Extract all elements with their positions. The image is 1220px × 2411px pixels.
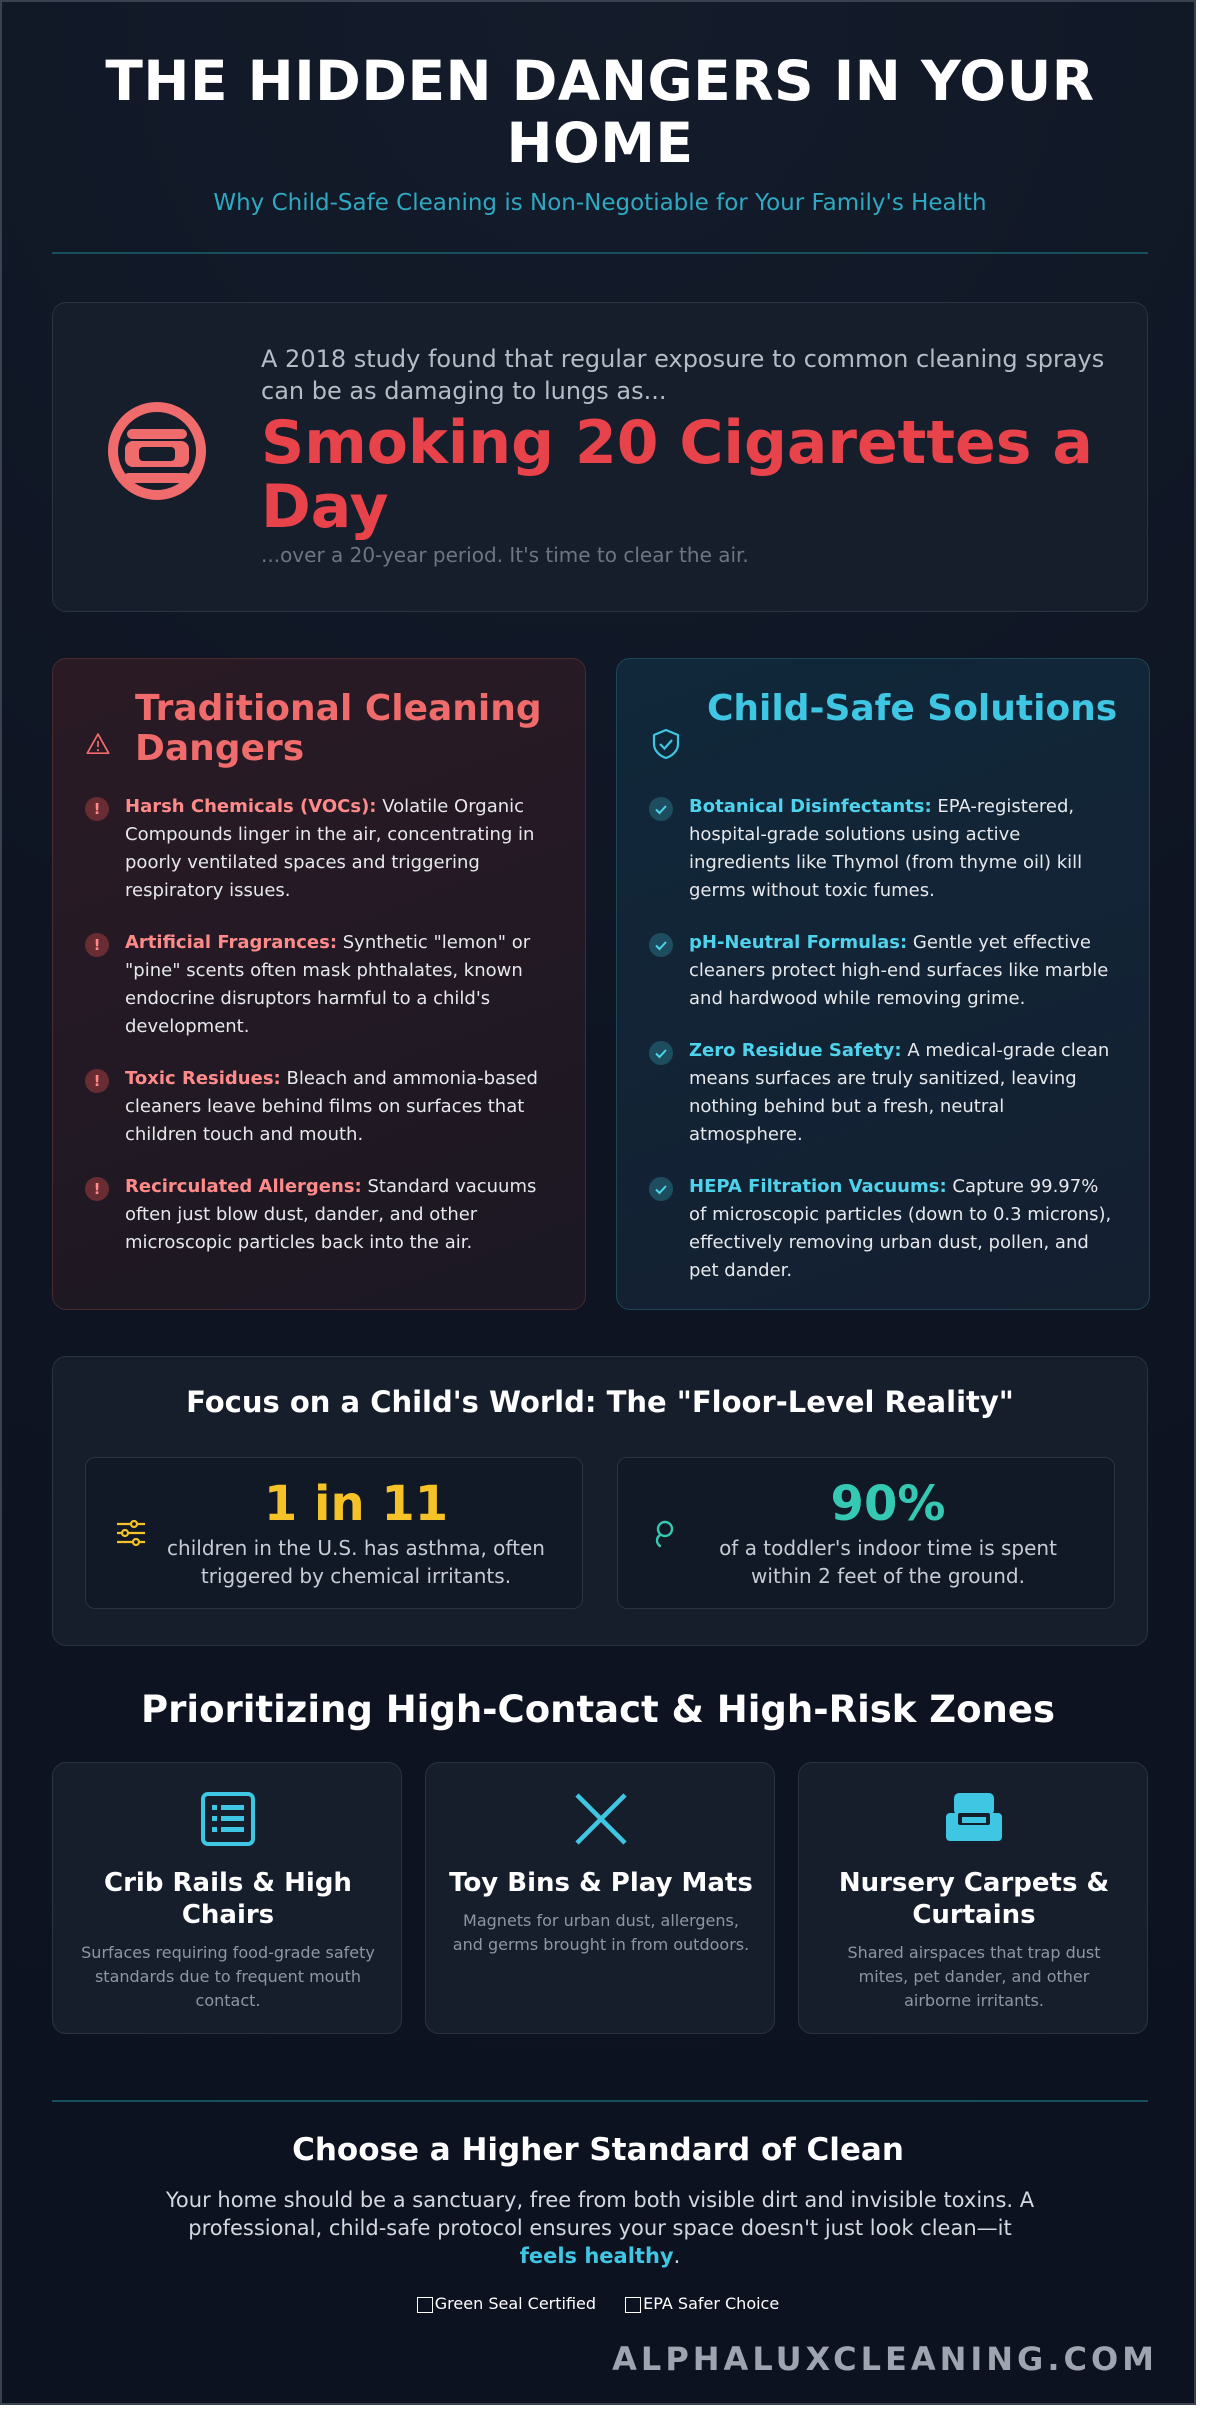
alert-icon: ! (85, 1177, 109, 1201)
shield-check-icon (649, 727, 683, 761)
page-subtitle: Why Child-Safe Cleaning is Non-Negotiable for Your Family's Health (213, 190, 987, 216)
solutions-panel (616, 658, 1150, 1310)
badge-label: Green Seal Certified (434, 2294, 597, 2313)
item-title: pH-Neutral Formulas: (689, 932, 908, 953)
item-text: Volatile Organic Compounds linger in the air, concentrating in poorly ventilated spaces and triggering respiratory issues. (125, 796, 535, 901)
check-icon (649, 933, 673, 957)
focus-stat-asthma (85, 1457, 583, 1609)
zone-card-toys (425, 1762, 775, 2034)
solutions-title: Child-Safe Solutions (707, 688, 1118, 729)
item-text: A medical-grade clean means surfaces are truly sanitized, leaving nothing behind but a fresh, neutral atmosphere. (689, 1040, 1110, 1145)
cta-text-end: . (673, 2244, 681, 2268)
page-title: THE HIDDEN DANGERS IN YOUR HOME (105, 49, 1095, 175)
alert-icon: ! (85, 1069, 109, 1093)
item-title: Botanical Disinfectants: (689, 796, 932, 817)
stat-value: 1 in 11 (263, 1476, 449, 1532)
baby-icon (646, 1516, 680, 1550)
item-text: Gentle yet effective cleaners protect high-end surfaces like marble and hardwood while removing grime. (689, 932, 1109, 1009)
zone-title: Toy Bins & Play Mats (449, 1868, 753, 1898)
hero-footnote: ...over a 20-year period. It's time to clear the air. (261, 543, 749, 567)
solutions-list (649, 793, 1119, 1309)
zone-card-nursery (798, 1762, 1148, 2034)
focus-panel (52, 1356, 1148, 1646)
sliders-icon (114, 1516, 148, 1550)
item-text: EPA-registered, hospital-grade solutions using active ingredients like Thymol (from thyme oil) kill germs without toxic fumes. (689, 796, 1083, 901)
stat-description: of a toddler's indoor time is spent within 2 feet of the ground. (719, 1536, 1057, 1588)
focus-title: Focus on a Child's World: The "Floor-Level Reality" (186, 1385, 1014, 1419)
item-text: Capture 99.97% of microscopic particles (down to 0.3 microns), effectively removing urban dust, pollen, and pet dander. (689, 1176, 1112, 1281)
zone-card-crib (52, 1762, 402, 2034)
dangers-panel (52, 658, 586, 1310)
item-text: Bleach and ammonia-based cleaners leave behind films on surfaces that children touch and mouth. (125, 1068, 538, 1145)
badge-label: EPA Safer Choice (643, 2294, 780, 2313)
zone-text: Magnets for urban dust, allergens, and germs brought in from outdoors. (452, 1911, 750, 1954)
zone-text: Shared airspaces that trap dust mites, pet dander, and other airborne irritants. (847, 1943, 1101, 2010)
certification-badges (2, 2294, 1194, 2316)
focus-stat-floor (617, 1457, 1115, 1609)
cta-text: Your home should be a sanctuary, free from both visible dirt and invisible toxins. A professional, child-safe protocol ensures your space doesn't just look clean—it (165, 2188, 1035, 2240)
list-item (649, 1037, 1119, 1149)
list-item (649, 929, 1119, 1013)
cta-title: Choose a Higher Standard of Clean (292, 2132, 904, 2168)
item-title: Recirculated Allergens: (125, 1176, 362, 1197)
list-item (649, 1173, 1119, 1285)
stat-description: children in the U.S. has asthma, often triggered by chemical irritants. (167, 1536, 545, 1588)
item-title: HEPA Filtration Vacuums: (689, 1176, 947, 1197)
check-icon (649, 797, 673, 821)
item-text: Standard vacuums often just blow dust, dander, and other microscopic particles back into the air. (125, 1176, 537, 1253)
zone-title: Nursery Carpets & Curtains (838, 1868, 1110, 1930)
list-item (649, 793, 1119, 905)
zone-title: Crib Rails & High Chairs (104, 1868, 352, 1930)
sofa-icon (944, 1789, 1004, 1849)
check-icon (649, 1177, 673, 1201)
item-title: Harsh Chemicals (VOCs): (125, 796, 377, 817)
alert-icon: ! (85, 933, 109, 957)
cta-highlight: feels healthy (519, 2244, 674, 2268)
divider (52, 2100, 1148, 2102)
dangers-list (85, 793, 555, 1281)
check-icon (649, 1041, 673, 1065)
hero-headline: Smoking 20 Cigarettes a Day (261, 408, 1093, 542)
item-title: Artificial Fragrances: (125, 932, 338, 953)
brand-wordmark: ALPHALUXCLEANING.COM (612, 2340, 1158, 2378)
alert-icon: ! (85, 797, 109, 821)
list-item (85, 1065, 555, 1149)
cross-icon (571, 1789, 631, 1849)
cta-body (162, 2186, 1038, 2270)
lungs-icon (105, 399, 209, 503)
divider (52, 252, 1148, 254)
hero-stat-panel (52, 302, 1148, 612)
broken-image-icon (417, 2297, 433, 2313)
list-icon (198, 1789, 258, 1849)
badge-green-seal (417, 2294, 596, 2313)
dangers-title: Traditional Cleaning Dangers (135, 688, 542, 769)
zone-text: Surfaces requiring food-grade safety standards due to frequent mouth contact. (81, 1943, 375, 2010)
badge-epa (625, 2294, 779, 2313)
list-item (85, 1173, 555, 1257)
broken-image-icon (625, 2297, 641, 2313)
list-item (85, 929, 555, 1041)
item-title: Zero Residue Safety: (689, 1040, 902, 1061)
zones-title: Prioritizing High-Contact & High-Risk Zones (141, 1688, 1055, 1731)
hero-lead: A 2018 study found that regular exposure to common cleaning sprays can be as damaging to lungs as... (261, 345, 1105, 405)
item-title: Toxic Residues: (125, 1068, 281, 1089)
stat-value: 90% (830, 1476, 946, 1532)
item-text: Synthetic "lemon" or "pine" scents often mask phthalates, known endocrine disruptors harmful to a child's development. (125, 932, 531, 1037)
list-item (85, 793, 555, 905)
warning-triangle-icon (85, 727, 111, 761)
